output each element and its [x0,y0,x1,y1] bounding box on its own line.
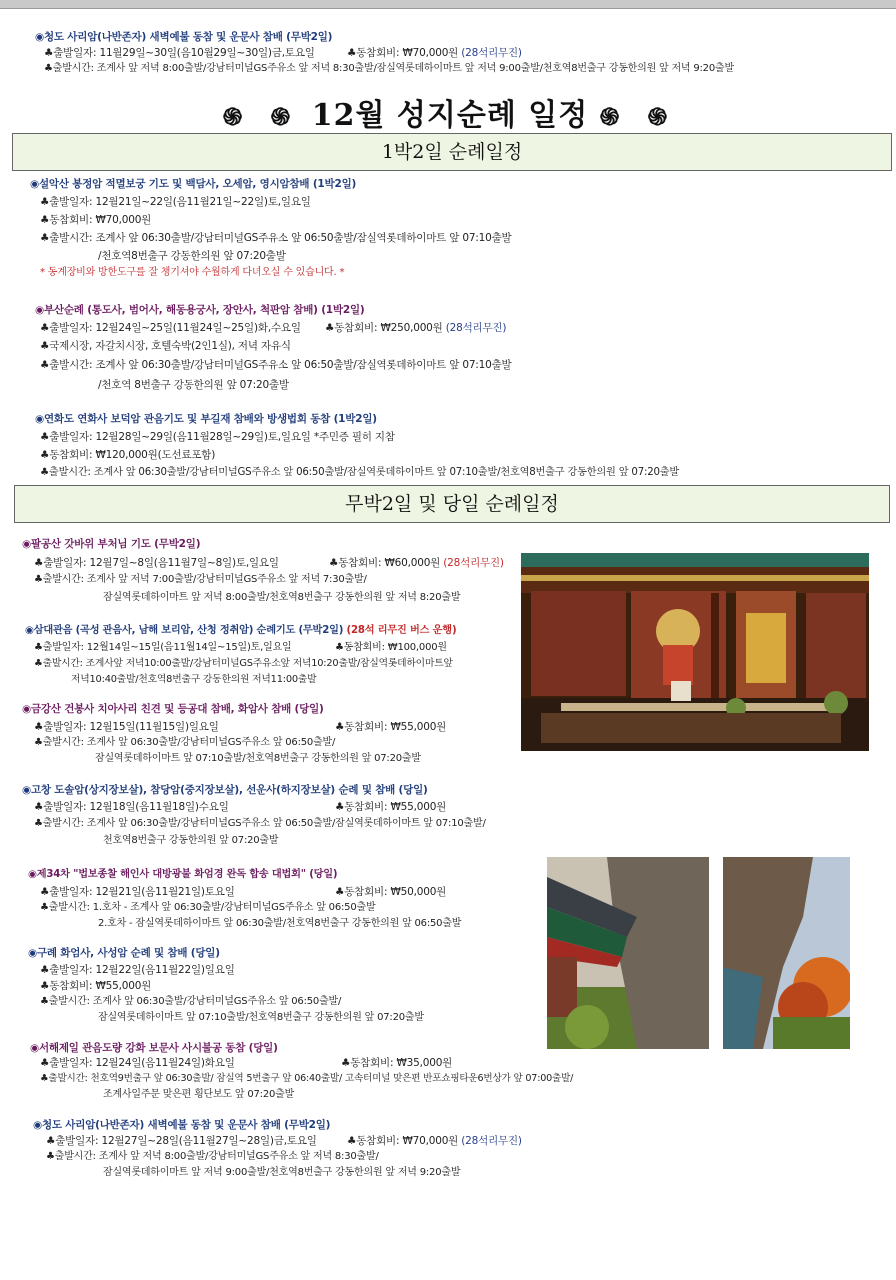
item-title: ◉제34차 "법보종찰 해인사 대방광불 화엄경 완독 합송 대법회" (당일) [28,869,338,880]
item-title: ◉청도 사리암(나반존자) 새벽예불 동참 및 운문사 참배 (무박2일) [33,1119,331,1131]
item-depart-cont: 잠실역롯데하이마트 앞 07:10출발/천호역8번출구 강동한의원 앞 07:20출발 [98,1012,424,1023]
item-note: * 동계장비와 방한도구를 잘 챙기셔야 수월하게 다녀오실 수 있습니다. * [40,267,345,278]
item-fee: ♣동참회비: ₩250,000원 (28석리무진) [325,322,507,334]
item-depart: ♣출발시간: 조계사앞 저녁10:00출발/강남터미널GS주유소앞 저녁10:20출발/잠실역롯데하이마트앞 [34,658,453,669]
item-title: ◉팔공산 갓바위 부처님 기도 (무박2일) [22,538,201,550]
item-date: ♣출발일자: 12월24일(음11월24일)화요일 [40,1057,235,1069]
item-depart: ♣출발시간: 1.호차 - 조계사 앞 06:30출발/강남터미널GS주유소 앞 06:50출발 [40,902,376,913]
top-border [0,0,896,9]
item-depart-cont: 잠실역롯데하이마트 앞 07:10출발/천호역8번출구 강동한의원 앞 07:20출발 [95,753,421,764]
item-date: ♣출발일자: 12월28일~29일(음11월28일~29일)토,일요일 *주민증 필히 지참 [40,431,395,443]
item-depart: ♣출발시간: 조계사 앞 저녁 7:00출발/강남터미널GS주유소 앞 저녁 7:30출발/ [34,574,367,585]
item-fee: ♣동참회비: ₩70,000원 [40,214,152,226]
item-title: ◉청도 사리암(나반존자) 새벽예불 동참 및 운문사 참배 (무박2일) [35,31,333,43]
item-title: ◉고창 도솔암(상지장보살), 참당암(중지장보살), 선운사(하지장보살) 순례 및 참배 (당일) [22,784,428,796]
item-depart: ♣출발시간: 조계사 앞 06:30출발/강남터미널GS주유소 앞 06:50출발/잠실역롯데하이마트 앞 07:10출발/ [34,818,486,829]
item-depart-cont: 잠실역롯데하이마트 앞 저녁 8:00출발/천호역8번출구 강동한의원 앞 저녁 8:20출발 [103,592,461,603]
item-date: ♣출발일자: 12월22일(음11월22일)일요일 [40,964,235,976]
item-depart: ♣출발시간: 조계사 앞 06:30출발/강남터미널GS주유소 앞 06:50출발/ [34,737,336,748]
item-title: ◉설악산 봉정암 적멸보궁 기도 및 백담사, 오세암, 영시암참배 (1박2일) [30,178,357,190]
item-fee: ♣동참회비: ₩55,000원 [335,801,447,813]
item-title: ◉구례 화엄사, 사성암 순례 및 참배 (당일) [28,947,220,959]
item-depart-cont: 2.호차 - 잠실역롯데하이마트 앞 06:30출발/천호역8번출구 강동한의원 앞 06:50출발 [98,918,462,929]
item-fee: ♣동참회비: ₩35,000원 [341,1057,453,1069]
item-depart: ♣출발시간: 조계사 앞 저녁 8:00출발/강남터미널GS주유소 앞 저녁 8:30출발/잠실역롯데하이마트 앞 저녁 9:00출발/천호역8번출구 강동한의원 앞 저녁 9:20출발 [44,63,734,74]
section-band-day-trips: 무박2일 및 당일 순례일정 [14,485,890,523]
item-title: ◉부산순례 (통도사, 범어사, 해동용궁사, 장안사, 척판암 참배) (1박2일) [35,304,365,316]
item-title: ◉서해제일 관음도량 강화 보문사 사시불공 동참 (당일) [30,1042,278,1054]
item-depart-cont: 조계사일주문 맞은편 횡단보도 앞 07:20출발 [103,1089,295,1100]
item-date: ♣출발일자: 12월7일~8일(음11월7일~8일)토,일요일 [34,557,279,569]
item-date: ♣출발일자: 12월21일(음11월21일)토요일 [40,886,235,898]
item-fee: ♣동참회비: ₩55,000원 [335,721,447,733]
item-date: ♣출발일자: 11월29일~30일(음10월29일~30일)금,토요일 [44,47,315,59]
item-fee: ♣동참회비: ₩55,000원 [40,980,152,992]
item-date: ♣출발일자: 12월14일~15일(음11월14일~15일)토,일요일 [34,642,292,653]
page-title-text: 12월 성지순례 일정 [311,98,589,133]
item-fee: ♣동참회비: ₩100,000원 [335,642,447,653]
item-depart-cont: /천호역8번출구 강동한의원 앞 07:20출발 [98,250,286,262]
item-depart-cont: 잠실역롯데하이마트 앞 저녁 9:00출발/천호역8번출구 강동한의원 앞 저녁 9:20출발 [103,1167,461,1178]
item-fee: ♣동참회비: ₩50,000원 [335,886,447,898]
item-date: ♣출발일자: 12월27일~28일(음11월27일~28일)금,토요일 [46,1135,317,1147]
section-band-overnight: 1박2일 순례일정 [12,133,892,171]
item-depart: ♣출발시간: 조계사 앞 06:30출발/강남터미널GS주유소 앞 06:50출발/잠실역롯데하이마트 앞 07:10출발 [40,232,512,244]
item-fee: ♣동참회비: ₩70,000원 (28석리무진) [347,1135,522,1147]
item-title: ◉삼대관음 (곡성 관음사, 남해 보리암, 산청 정취암) 순례기도 (무박2일) (28석 리무진 버스 운행) [25,625,457,636]
item-fee: ♣동참회비: ₩120,000원(도선료포함) [40,449,216,461]
decoration-left-icon: ֍ ֍ [222,102,301,131]
item-depart: ♣출발시간: 조계사 앞 06:30출발/강남터미널GS주유소 앞 06:50출발/잠실역롯데하이마트 앞 07:10출발/천호역8번출구 강동한의원 앞 07:20출발 [40,467,680,478]
item-fee: ♣동참회비: ₩60,000원 (28석리무진) [329,557,504,569]
page-title [40,90,860,134]
temple-altar-photo [521,553,869,751]
decoration-right-icon: ֍ ֍ [599,102,678,131]
item-date: ♣출발일자: 12월21일~22일(음11월21일~22일)토,일요일 [40,196,311,208]
item-depart: ♣출발시간: 조계사 앞 저녁 8:00출발/강남터미널GS주유소 앞 저녁 8:30출발/ [46,1151,379,1162]
item-depart: ♣출발시간: 조계사 앞 06:30출발/강남터미널GS주유소 앞 06:50출발/ [40,996,342,1007]
item-extra: ♣국제시장, 자갈치시장, 호텔숙박(2인1실), 저녁 자유식 [40,340,291,352]
item-date: ♣출발일자: 12월15일(11월15일)일요일 [34,721,219,733]
item-date: ♣출발일자: 12월24일~25일(11월24일~25일)화,수요일 [40,322,301,334]
item-date: ♣출발일자: 12월18일(음11월18일)수요일 [34,801,229,813]
rock-autumn-photo [723,857,850,1049]
temple-roof-rock-photo [547,857,709,1049]
item-depart: ♣출발시간: 천호역9번출구 앞 06:30출발/ 잠실역 5번출구 앞 06:40출발/ 고속터미널 맞은편 반포쇼핑타운6번상가 앞 07:00출발/ [40,1073,574,1084]
item-fee: ♣동참회비: ₩70,000원 (28석리무진) [347,47,522,59]
item-title: ◉연화도 연화사 보덕암 관음기도 및 부길재 참배와 방생법회 동참 (1박2일) [35,413,377,425]
item-title: ◉금강산 건봉사 치아사리 친견 및 등공대 참배, 화암사 참배 (당일) [22,703,324,715]
item-depart-cont: /천호역 8번출구 강동한의원 앞 07:20출발 [98,379,289,391]
item-depart: ♣출발시간: 조계사 앞 06:30출발/강남터미널GS주유소 앞 06:50출발/잠실역롯데하이마트 앞 07:10출발 [40,359,512,371]
item-depart-cont: 저녁10:40출발/천호역8번출구 강동한의원 저녁11:00출발 [71,674,317,685]
item-depart-cont: 천호역8번출구 강동한의원 앞 07:20출발 [103,835,279,846]
